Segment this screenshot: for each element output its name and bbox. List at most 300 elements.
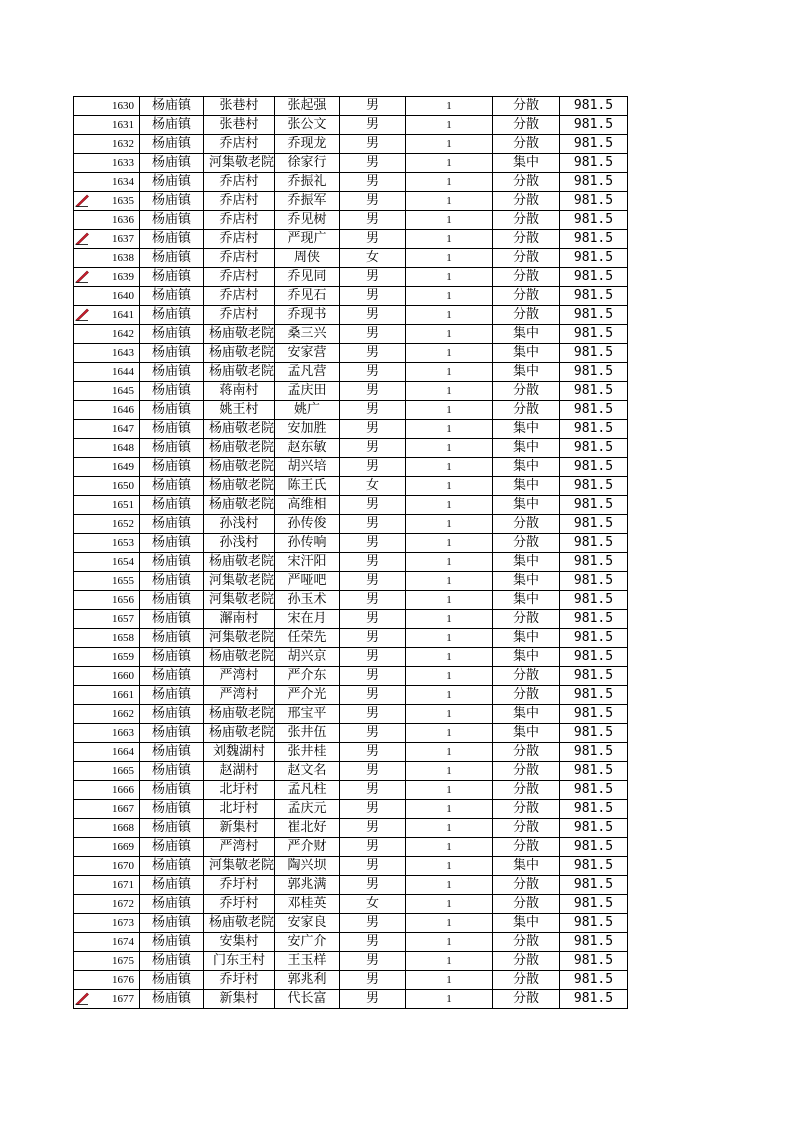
comment-marker-icon[interactable] [75,270,89,283]
support-type-cell[interactable] [493,230,560,249]
count-cell[interactable] [406,382,493,401]
gender-cell[interactable] [340,572,406,591]
town-cell[interactable] [140,762,204,781]
row-number-cell[interactable] [74,705,140,724]
town-cell[interactable] [140,914,204,933]
support-type-cell[interactable] [493,211,560,230]
support-type-cell[interactable] [493,496,560,515]
amount-cell[interactable] [560,914,628,933]
amount-cell[interactable] [560,743,628,762]
comment-marker-icon[interactable] [75,992,89,1005]
row-number-cell[interactable] [74,762,140,781]
amount-cell[interactable] [560,211,628,230]
count-cell[interactable] [406,154,493,173]
town-cell[interactable] [140,344,204,363]
amount-cell[interactable] [560,534,628,553]
count-cell[interactable] [406,705,493,724]
row-number-cell[interactable] [74,724,140,743]
support-type-cell[interactable] [493,515,560,534]
row-number-cell[interactable] [74,116,140,135]
support-type-cell[interactable] [493,154,560,173]
town-cell[interactable] [140,325,204,344]
count-cell[interactable] [406,895,493,914]
town-cell[interactable] [140,705,204,724]
village-cell[interactable] [204,876,275,895]
amount-cell[interactable] [560,97,628,116]
town-cell[interactable] [140,97,204,116]
village-cell[interactable] [204,933,275,952]
count-cell[interactable] [406,496,493,515]
person-name-cell[interactable] [275,249,340,268]
person-name-cell[interactable] [275,116,340,135]
town-cell[interactable] [140,477,204,496]
row-number-cell[interactable] [74,249,140,268]
person-name-cell[interactable] [275,781,340,800]
person-name-cell[interactable] [275,724,340,743]
row-number-cell[interactable] [74,287,140,306]
town-cell[interactable] [140,819,204,838]
row-number-cell[interactable] [74,420,140,439]
row-number-cell[interactable] [74,876,140,895]
amount-cell[interactable] [560,173,628,192]
village-cell[interactable] [204,325,275,344]
person-name-cell[interactable] [275,895,340,914]
person-name-cell[interactable] [275,990,340,1009]
amount-cell[interactable] [560,876,628,895]
gender-cell[interactable] [340,249,406,268]
gender-cell[interactable] [340,857,406,876]
support-type-cell[interactable] [493,705,560,724]
village-cell[interactable] [204,819,275,838]
count-cell[interactable] [406,249,493,268]
count-cell[interactable] [406,439,493,458]
village-cell[interactable] [204,724,275,743]
count-cell[interactable] [406,914,493,933]
person-name-cell[interactable] [275,173,340,192]
support-type-cell[interactable] [493,648,560,667]
town-cell[interactable] [140,838,204,857]
row-number-cell[interactable] [74,667,140,686]
count-cell[interactable] [406,724,493,743]
support-type-cell[interactable] [493,401,560,420]
person-name-cell[interactable] [275,534,340,553]
village-cell[interactable] [204,838,275,857]
row-number-cell[interactable] [74,553,140,572]
row-number-cell[interactable] [74,629,140,648]
count-cell[interactable] [406,325,493,344]
row-number-cell[interactable] [74,363,140,382]
town-cell[interactable] [140,249,204,268]
person-name-cell[interactable] [275,211,340,230]
row-number-cell[interactable] [74,306,140,325]
village-cell[interactable] [204,648,275,667]
person-name-cell[interactable] [275,648,340,667]
village-cell[interactable] [204,705,275,724]
gender-cell[interactable] [340,553,406,572]
count-cell[interactable] [406,876,493,895]
amount-cell[interactable] [560,648,628,667]
count-cell[interactable] [406,857,493,876]
town-cell[interactable] [140,173,204,192]
amount-cell[interactable] [560,591,628,610]
support-type-cell[interactable] [493,458,560,477]
village-cell[interactable] [204,534,275,553]
amount-cell[interactable] [560,230,628,249]
village-cell[interactable] [204,249,275,268]
village-cell[interactable] [204,990,275,1009]
amount-cell[interactable] [560,800,628,819]
amount-cell[interactable] [560,895,628,914]
person-name-cell[interactable] [275,477,340,496]
support-type-cell[interactable] [493,477,560,496]
town-cell[interactable] [140,933,204,952]
person-name-cell[interactable] [275,344,340,363]
count-cell[interactable] [406,553,493,572]
row-number-cell[interactable] [74,933,140,952]
support-type-cell[interactable] [493,933,560,952]
count-cell[interactable] [406,211,493,230]
gender-cell[interactable] [340,135,406,154]
person-name-cell[interactable] [275,135,340,154]
support-type-cell[interactable] [493,629,560,648]
village-cell[interactable] [204,762,275,781]
village-cell[interactable] [204,610,275,629]
row-number-cell[interactable] [74,819,140,838]
support-type-cell[interactable] [493,135,560,154]
amount-cell[interactable] [560,439,628,458]
amount-cell[interactable] [560,382,628,401]
count-cell[interactable] [406,515,493,534]
gender-cell[interactable] [340,477,406,496]
count-cell[interactable] [406,743,493,762]
village-cell[interactable] [204,382,275,401]
amount-cell[interactable] [560,667,628,686]
village-cell[interactable] [204,97,275,116]
count-cell[interactable] [406,971,493,990]
village-cell[interactable] [204,952,275,971]
amount-cell[interactable] [560,306,628,325]
row-number-cell[interactable] [74,173,140,192]
village-cell[interactable] [204,401,275,420]
amount-cell[interactable] [560,781,628,800]
town-cell[interactable] [140,971,204,990]
count-cell[interactable] [406,990,493,1009]
town-cell[interactable] [140,382,204,401]
village-cell[interactable] [204,515,275,534]
amount-cell[interactable] [560,990,628,1009]
town-cell[interactable] [140,591,204,610]
count-cell[interactable] [406,344,493,363]
amount-cell[interactable] [560,116,628,135]
row-number-cell[interactable] [74,743,140,762]
gender-cell[interactable] [340,876,406,895]
count-cell[interactable] [406,933,493,952]
village-cell[interactable] [204,686,275,705]
support-type-cell[interactable] [493,895,560,914]
support-type-cell[interactable] [493,952,560,971]
row-number-cell[interactable] [74,477,140,496]
town-cell[interactable] [140,990,204,1009]
village-cell[interactable] [204,211,275,230]
count-cell[interactable] [406,838,493,857]
village-cell[interactable] [204,439,275,458]
support-type-cell[interactable] [493,800,560,819]
village-cell[interactable] [204,192,275,211]
town-cell[interactable] [140,743,204,762]
gender-cell[interactable] [340,819,406,838]
village-cell[interactable] [204,800,275,819]
count-cell[interactable] [406,116,493,135]
person-name-cell[interactable] [275,686,340,705]
amount-cell[interactable] [560,135,628,154]
village-cell[interactable] [204,363,275,382]
town-cell[interactable] [140,439,204,458]
amount-cell[interactable] [560,325,628,344]
row-number-cell[interactable] [74,990,140,1009]
gender-cell[interactable] [340,401,406,420]
village-cell[interactable] [204,914,275,933]
village-cell[interactable] [204,458,275,477]
amount-cell[interactable] [560,154,628,173]
amount-cell[interactable] [560,401,628,420]
gender-cell[interactable] [340,268,406,287]
amount-cell[interactable] [560,363,628,382]
row-number-cell[interactable] [74,515,140,534]
row-number-cell[interactable] [74,344,140,363]
count-cell[interactable] [406,458,493,477]
gender-cell[interactable] [340,287,406,306]
person-name-cell[interactable] [275,610,340,629]
row-number-cell[interactable] [74,97,140,116]
village-cell[interactable] [204,629,275,648]
person-name-cell[interactable] [275,838,340,857]
person-name-cell[interactable] [275,496,340,515]
row-number-cell[interactable] [74,610,140,629]
person-name-cell[interactable] [275,876,340,895]
gender-cell[interactable] [340,496,406,515]
gender-cell[interactable] [340,515,406,534]
town-cell[interactable] [140,515,204,534]
count-cell[interactable] [406,287,493,306]
gender-cell[interactable] [340,534,406,553]
person-name-cell[interactable] [275,971,340,990]
gender-cell[interactable] [340,192,406,211]
row-number-cell[interactable] [74,686,140,705]
amount-cell[interactable] [560,971,628,990]
person-name-cell[interactable] [275,268,340,287]
town-cell[interactable] [140,952,204,971]
support-type-cell[interactable] [493,857,560,876]
gender-cell[interactable] [340,344,406,363]
person-name-cell[interactable] [275,933,340,952]
town-cell[interactable] [140,629,204,648]
gender-cell[interactable] [340,325,406,344]
gender-cell[interactable] [340,914,406,933]
person-name-cell[interactable] [275,572,340,591]
person-name-cell[interactable] [275,287,340,306]
count-cell[interactable] [406,648,493,667]
town-cell[interactable] [140,287,204,306]
village-cell[interactable] [204,895,275,914]
town-cell[interactable] [140,648,204,667]
town-cell[interactable] [140,116,204,135]
row-number-cell[interactable] [74,572,140,591]
person-name-cell[interactable] [275,857,340,876]
person-name-cell[interactable] [275,591,340,610]
village-cell[interactable] [204,173,275,192]
person-name-cell[interactable] [275,743,340,762]
gender-cell[interactable] [340,363,406,382]
gender-cell[interactable] [340,800,406,819]
count-cell[interactable] [406,572,493,591]
row-number-cell[interactable] [74,914,140,933]
count-cell[interactable] [406,363,493,382]
row-number-cell[interactable] [74,781,140,800]
gender-cell[interactable] [340,686,406,705]
count-cell[interactable] [406,762,493,781]
person-name-cell[interactable] [275,667,340,686]
row-number-cell[interactable] [74,268,140,287]
row-number-cell[interactable] [74,838,140,857]
person-name-cell[interactable] [275,515,340,534]
person-name-cell[interactable] [275,382,340,401]
support-type-cell[interactable] [493,914,560,933]
person-name-cell[interactable] [275,458,340,477]
amount-cell[interactable] [560,724,628,743]
count-cell[interactable] [406,135,493,154]
person-name-cell[interactable] [275,705,340,724]
person-name-cell[interactable] [275,629,340,648]
gender-cell[interactable] [340,420,406,439]
person-name-cell[interactable] [275,154,340,173]
village-cell[interactable] [204,667,275,686]
support-type-cell[interactable] [493,686,560,705]
village-cell[interactable] [204,857,275,876]
row-number-cell[interactable] [74,439,140,458]
support-type-cell[interactable] [493,572,560,591]
person-name-cell[interactable] [275,819,340,838]
count-cell[interactable] [406,230,493,249]
town-cell[interactable] [140,724,204,743]
amount-cell[interactable] [560,496,628,515]
town-cell[interactable] [140,610,204,629]
village-cell[interactable] [204,572,275,591]
gender-cell[interactable] [340,610,406,629]
village-cell[interactable] [204,344,275,363]
person-name-cell[interactable] [275,420,340,439]
support-type-cell[interactable] [493,591,560,610]
town-cell[interactable] [140,135,204,154]
town-cell[interactable] [140,553,204,572]
village-cell[interactable] [204,306,275,325]
count-cell[interactable] [406,268,493,287]
amount-cell[interactable] [560,952,628,971]
amount-cell[interactable] [560,572,628,591]
person-name-cell[interactable] [275,762,340,781]
row-number-cell[interactable] [74,382,140,401]
count-cell[interactable] [406,401,493,420]
row-number-cell[interactable] [74,154,140,173]
row-number-cell[interactable] [74,648,140,667]
comment-marker-icon[interactable] [75,194,89,207]
person-name-cell[interactable] [275,306,340,325]
gender-cell[interactable] [340,439,406,458]
gender-cell[interactable] [340,458,406,477]
person-name-cell[interactable] [275,230,340,249]
town-cell[interactable] [140,895,204,914]
village-cell[interactable] [204,135,275,154]
count-cell[interactable] [406,97,493,116]
gender-cell[interactable] [340,116,406,135]
gender-cell[interactable] [340,648,406,667]
row-number-cell[interactable] [74,401,140,420]
person-name-cell[interactable] [275,97,340,116]
count-cell[interactable] [406,534,493,553]
amount-cell[interactable] [560,249,628,268]
support-type-cell[interactable] [493,97,560,116]
support-type-cell[interactable] [493,667,560,686]
town-cell[interactable] [140,496,204,515]
town-cell[interactable] [140,572,204,591]
village-cell[interactable] [204,781,275,800]
count-cell[interactable] [406,173,493,192]
gender-cell[interactable] [340,762,406,781]
support-type-cell[interactable] [493,420,560,439]
gender-cell[interactable] [340,743,406,762]
person-name-cell[interactable] [275,192,340,211]
row-number-cell[interactable] [74,192,140,211]
support-type-cell[interactable] [493,534,560,553]
town-cell[interactable] [140,211,204,230]
village-cell[interactable] [204,420,275,439]
gender-cell[interactable] [340,230,406,249]
support-type-cell[interactable] [493,971,560,990]
count-cell[interactable] [406,819,493,838]
gender-cell[interactable] [340,895,406,914]
count-cell[interactable] [406,667,493,686]
amount-cell[interactable] [560,857,628,876]
town-cell[interactable] [140,363,204,382]
amount-cell[interactable] [560,610,628,629]
amount-cell[interactable] [560,686,628,705]
village-cell[interactable] [204,116,275,135]
support-type-cell[interactable] [493,116,560,135]
gender-cell[interactable] [340,971,406,990]
row-number-cell[interactable] [74,496,140,515]
village-cell[interactable] [204,743,275,762]
gender-cell[interactable] [340,781,406,800]
amount-cell[interactable] [560,933,628,952]
amount-cell[interactable] [560,287,628,306]
amount-cell[interactable] [560,819,628,838]
row-number-cell[interactable] [74,800,140,819]
support-type-cell[interactable] [493,990,560,1009]
person-name-cell[interactable] [275,363,340,382]
gender-cell[interactable] [340,705,406,724]
town-cell[interactable] [140,667,204,686]
town-cell[interactable] [140,154,204,173]
town-cell[interactable] [140,420,204,439]
village-cell[interactable] [204,971,275,990]
town-cell[interactable] [140,458,204,477]
row-number-cell[interactable] [74,534,140,553]
amount-cell[interactable] [560,705,628,724]
count-cell[interactable] [406,306,493,325]
village-cell[interactable] [204,230,275,249]
support-type-cell[interactable] [493,819,560,838]
gender-cell[interactable] [340,724,406,743]
comment-marker-icon[interactable] [75,232,89,245]
